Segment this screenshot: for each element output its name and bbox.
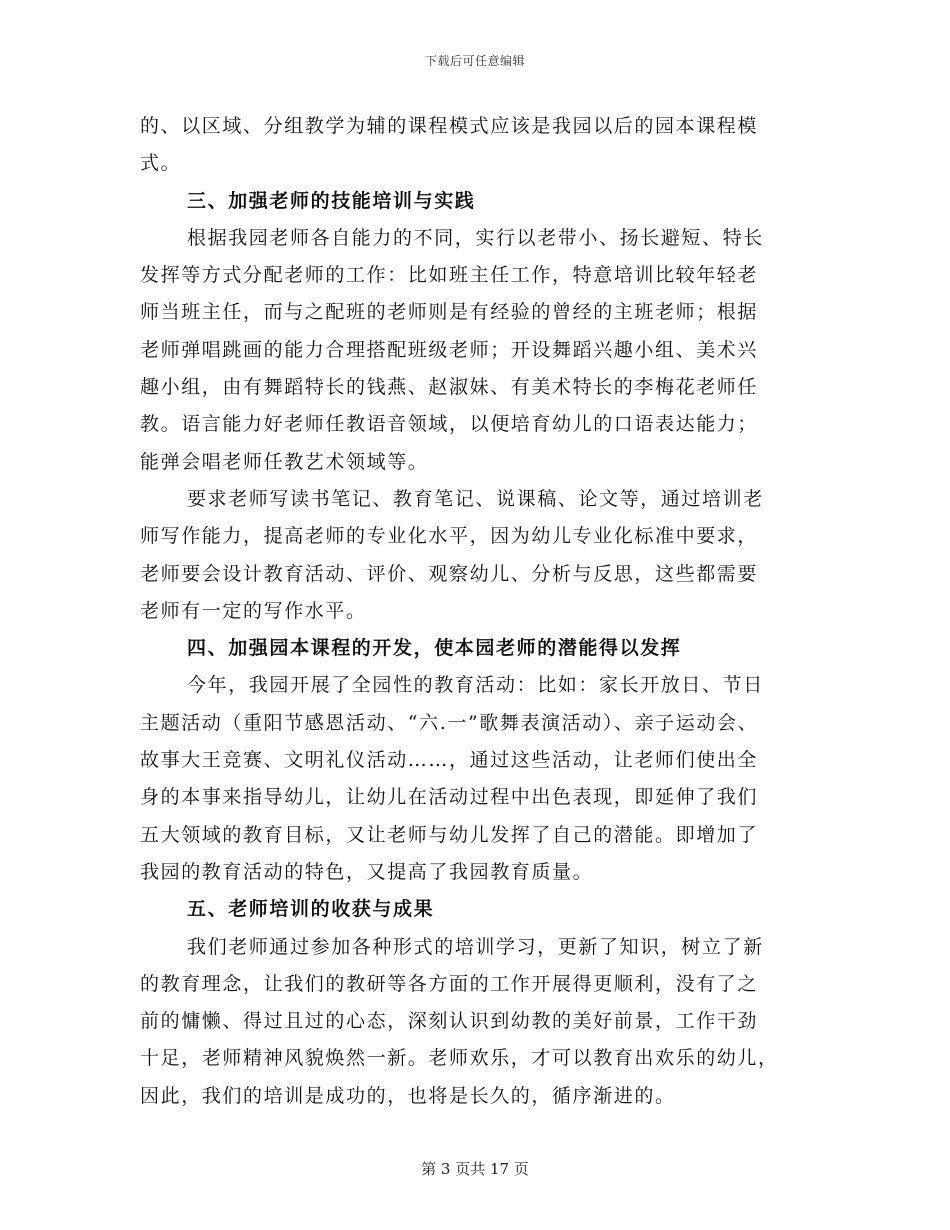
paragraph-start: 今年，我园开展了全园性的教育活动：比如：家长开放日、节日: [187, 674, 764, 697]
text-line: 的、以区域、分组教学为辅的课程模式应该是我园以后的园本课程模: [140, 115, 759, 137]
section-heading: 五、老师培训的收获与成果: [187, 898, 435, 921]
text-line: 师写作能力，提高老师的专业化水平，因为幼儿专业化标准中要求，: [140, 525, 759, 548]
paragraph-start: 要求老师写读书笔记、教育笔记、说课稿、论文等，通过培训老: [187, 487, 764, 510]
text-line: 我园的教育活动的特色，又提高了我园教育质量。: [140, 860, 594, 883]
text-line: 十足，老师精神风貌焕然一新。老师欢乐，才可以教育出欢乐的幼儿，: [140, 1047, 779, 1070]
text-line: 师当班主任，而与之配班的老师则是有经验的曾经的主班老师；根据: [140, 301, 759, 324]
text-line: 能弹会唱老师任教艺术领域等。: [140, 450, 429, 473]
text-line: 式。: [140, 152, 182, 175]
text-line: 发挥等方式分配老师的工作：比如班主任工作，特意培训比较年轻老: [140, 264, 759, 287]
text-line: 趣小组，由有舞蹈特长的钱燕、赵淑妹、有美术特长的李梅花老师任: [140, 376, 759, 399]
text-line: 五大领域的教育目标，又让老师与幼儿发挥了自己的潜能。即增加了: [140, 823, 759, 846]
paragraph-start: 我们老师通过参加各种形式的培训学习，更新了知识，树立了新: [187, 935, 764, 958]
text-line: 身的本事来指导幼儿，让幼儿在活动过程中出色表现，即延伸了我们: [140, 786, 759, 809]
section-heading: 四、加强园本课程的开发，使本园老师的潜能得以发挥: [187, 637, 682, 660]
paragraph-start: 根据我园老师各自能力的不同，实行以老带小、扬长避短、特长: [187, 226, 764, 249]
text-line: 主题活动（重阳节感恩活动、“六.一”歌舞表演活动）、亲子运动会、: [140, 711, 759, 734]
text-line: 老师有一定的写作水平。: [140, 599, 367, 622]
section-heading: 三、加强老师的技能培训与实践: [187, 189, 476, 212]
text-line: 前的慵懒、得过且过的心态，深刻认识到幼教的美好前景，工作干劲: [140, 1010, 759, 1033]
page-footer: 第 3 页共 17 页: [421, 1160, 529, 1178]
page-header: 下载后可任意编辑: [424, 54, 525, 68]
text-line: 因此，我们的培训是成功的，也将是长久的，循序渐进的。: [140, 1084, 676, 1107]
text-line: 教。语言能力好老师任教语音领域，以便培育幼儿的口语表达能力；: [140, 413, 759, 436]
text-line: 老师要会设计教育活动、评价、观察幼儿、分析与反思，这些都需要: [140, 562, 759, 585]
text-line: 老师弹唱跳画的能力合理搭配班级老师；开设舞蹈兴趣小组、美术兴: [140, 338, 759, 361]
text-line: 故事大王竞赛、文明礼仪活动……，通过这些活动，让老师们使出全: [140, 749, 759, 772]
document-body: [140, 108, 820, 1115]
text-line: 的教育理念，让我们的教研等各方面的工作开展得更顺利，没有了之: [140, 972, 759, 995]
